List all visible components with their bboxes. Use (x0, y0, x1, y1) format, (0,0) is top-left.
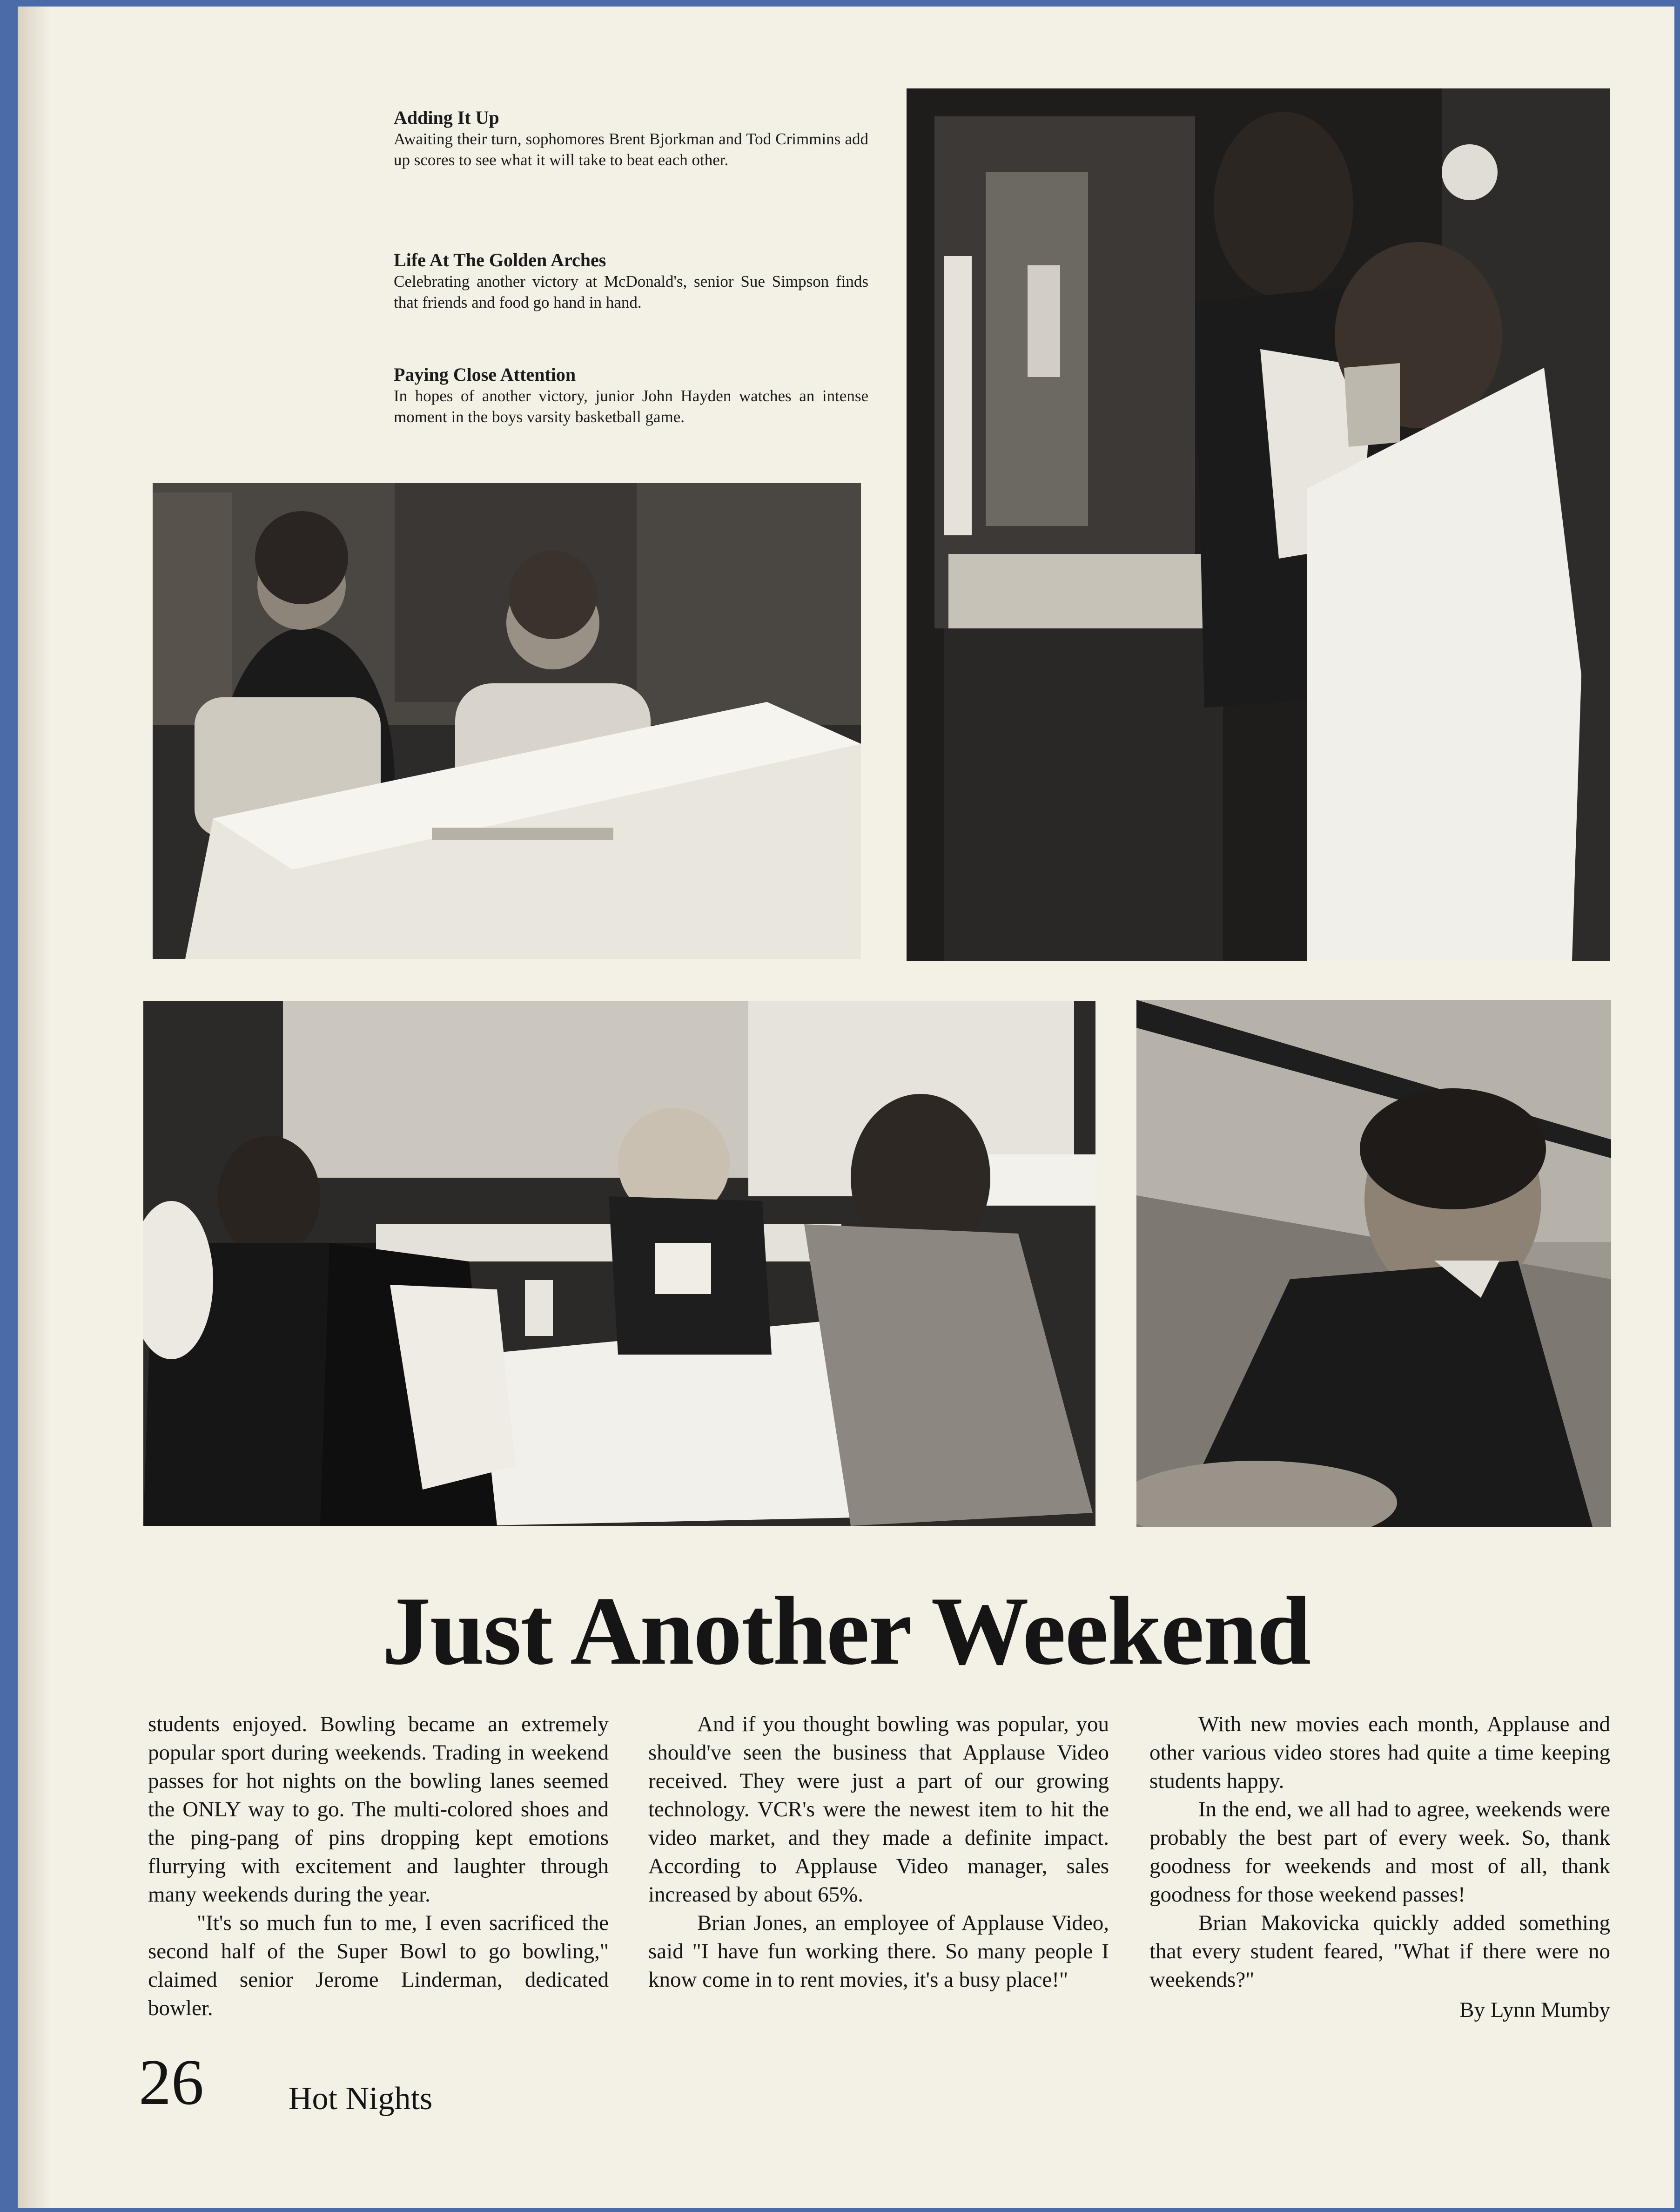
paragraph: With new movies each month, Applause and other various video stores had quite a time keeping students happy. (1149, 1712, 1610, 1793)
caption-text: Awaiting their turn, sophomores Brent Bjorkman and Tod Crimmins add up scores to see what it will take to beat each other. (394, 130, 868, 169)
page-spine (18, 7, 50, 2208)
byline: By Lynn Mumby (1459, 1998, 1610, 2022)
caption-golden-arches (394, 250, 868, 313)
article-column-1 (148, 1710, 609, 2023)
caption-title: Paying Close Attention (394, 364, 576, 385)
yearbook-page (18, 7, 1674, 2208)
caption-close-attention (394, 364, 868, 427)
paragraph: students enjoyed. Bowling became an extremely popular sport during weekends. Trading in weekend passes for hot nights on the bowling lanes seemed the ONLY way to go. The multi-colored shoes and the ping-pang of pins dropping kept emotions flurrying with excitement and laughter through many weekends during the year. (148, 1712, 609, 1907)
page-number: 26 (139, 2046, 204, 2118)
article-column-3 (1149, 1710, 1610, 2024)
photo-mcdonalds-counter (907, 88, 1610, 961)
section-name: Hot Nights (289, 2081, 433, 2117)
paragraph: In the end, we all had to agree, weekends were probably the best part of every week. So, thank goodness for weekends and most of all, thank goodness for those weekend passes! (1149, 1797, 1610, 1907)
caption-text: In hopes of another victory, junior John Hayden watches an intense moment in the boys varsity basketball game. (394, 387, 868, 426)
paragraph: "It's so much fun to me, I even sacrificed the second half of the Super Bowl to go bowling," claimed senior Jerome Linderman, dedicated bowler. (148, 1911, 609, 2020)
caption-title: Life At The Golden Arches (394, 250, 606, 270)
paragraph: Brian Makovicka quickly added something that every student feared, "What if there were no weekends?" (1149, 1911, 1610, 1992)
caption-title: Adding It Up (394, 107, 499, 128)
article-column-2 (648, 1710, 1109, 1994)
paragraph: Brian Jones, an employee of Applause Video, said "I have fun working there. So many people I know come in to rent movies, it's a busy place!" (648, 1911, 1109, 1992)
caption-adding-it-up (394, 107, 868, 170)
paragraph: And if you thought bowling was popular, you should've seen the business that Applause Video received. They were just a part of our growing technology. VCR's were the newest item to hit the video market, and they made a definite impact. According to Applause Video manager, sales increased by about 65%. (648, 1712, 1109, 1907)
article-headline: Just Another Weekend (382, 1577, 1310, 1685)
photo-restaurant-table (143, 1001, 1095, 1526)
photo-basketball-spectator (1136, 1000, 1611, 1527)
photo-bowling-scorekeepers (153, 483, 861, 959)
caption-text: Celebrating another victory at McDonald's, senior Sue Simpson finds that friends and food go hand in hand. (394, 272, 868, 311)
